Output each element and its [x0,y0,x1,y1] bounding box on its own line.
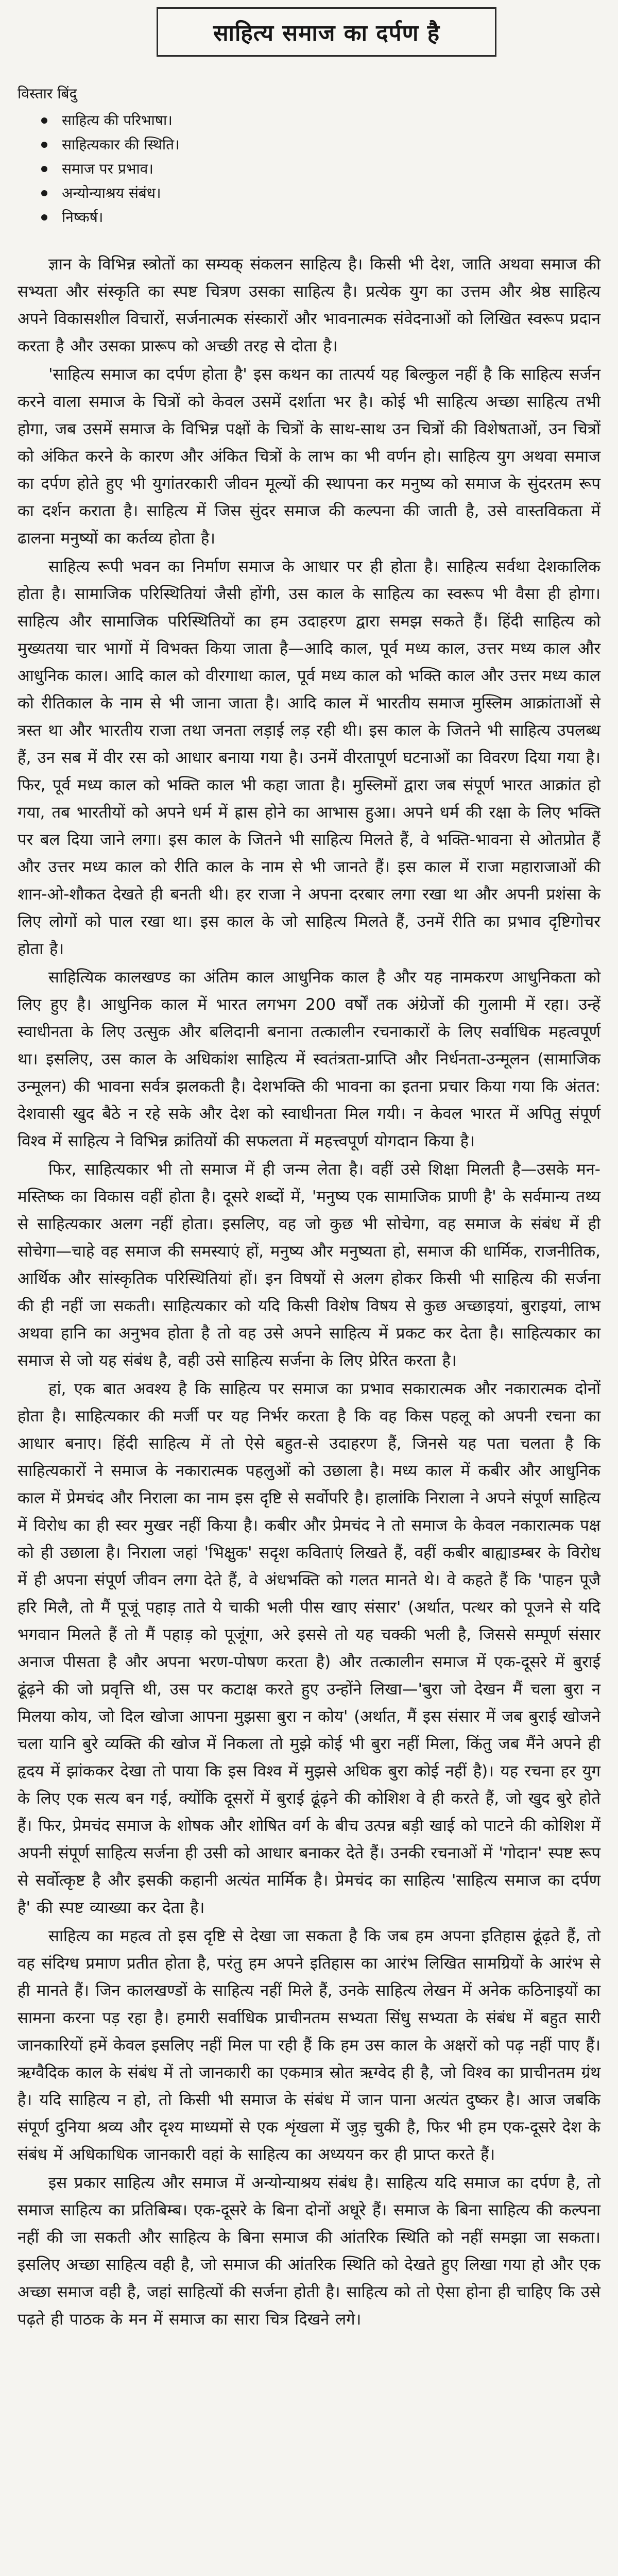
essay-body [18,251,600,2333]
paragraph-3: साहित्य रूपी भवन का निर्माण समाज के आधार पर ही होता है। साहित्य सर्वथा देशकालिक होता है। सामाजिक परिस्थितियां जैसी होंगी, उस काल के साहित्य का स्वरूप भी वैसा ही होगा। साहित्य और सामाजिक परिस्थितियों का हम उदाहरण द्वारा समझ सकते हैं। हिंदी साहित्य को मुख्यतया चार भागों में विभक्त किया जाता है—आदि काल, पूर्व मध्य काल, उत्तर मध्य काल और आधुनिक काल। आदि काल को वीरगाथा काल, पूर्व मध्य काल को भक्ति काल और उत्तर मध्य काल को रीतिकाल के नाम से भी जाना जाता है। आदि काल में भारतीय समाज मुस्लिम आक्रांताओं से त्रस्त था और भारतीय राजा तथा जनता लड़ाई लड़ रही थी। इस काल के जितने भी साहित्य उपलब्ध हैं, उन सब में वीर रस को आधार बनाया गया है। उनमें वीरतापूर्ण घटनाओं का विवरण दिया गया है। फिर, पूर्व मध्य काल को भक्ति काल भी कहा जाता है। मुस्लिमों द्वारा जब संपूर्ण भारत आक्रांत हो गया, तब भारतीयों को अपने धर्म में ह्रास होने का आभास हुआ। अपने धर्म की रक्षा के लिए भक्ति पर बल दिया जाने लगा। इस काल के जितने भी साहित्य मिलते हैं, वे भक्ति-भावना से ओतप्रोत हैं और उत्तर मध्य काल को रीति काल के नाम से भी जानते हैं। इस काल में राजा महाराजाओं की शान-ओ-शौकत देखते ही बनती थी। हर राजा ने अपना दरबार लगा रखा था और अपनी प्रशंसा के लिए लोगों को पाल रखा था। इस काल के जो साहित्य मिलते हैं, उनमें रीति का प्रभाव दृष्टिगोचर होता है। [18,557,600,958]
outline-item: साहित्यकार की स्थिति। [62,132,600,157]
outline-item: अन्योन्याश्रय संबंध। [62,181,600,205]
paragraph-5: फिर, साहित्यकार भी तो समाज में ही जन्म लेता है। वहीं उसे शिक्षा मिलती है—उसके मन-मस्तिष्क का विकास वहीं होता है। दूसरे शब्दों में, 'मनुष्य एक सामाजिक प्राणी है' के सर्वमान्य तथ्य से साहित्यकार अलग नहीं होता। इसलिए, वह जो कुछ भी सोचेगा, वह समाज के संबंध में ही सोचेगा—चाहे वह समाज की समस्याएं हों, मनुष्य और मनुष्यता हो, समाज की धार्मिक, राजनीतिक, आर्थिक और सांस्कृतिक परिस्थितियां हों। इन विषयों से अलग होकर किसी भी साहित्य की सर्जना की ही नहीं जा सकती। साहित्यकार को यदि किसी विशेष विषय से कुछ अच्छाइयां, बुराइयां, लाभ अथवा हानि का अनुभव होता है तो वह उसे अपने साहित्य में प्रकट कर देता है। साहित्यकार का समाज से जो यह संबंध है, वही उसे साहित्य सर्जना के लिए प्रेरित करता है। [18,1160,600,1370]
paragraph-6: हां, एक बात अवश्य है कि साहित्य पर समाज का प्रभाव सकारात्मक और नकारात्मक दोनों होता है। साहित्यकार की मर्जी पर यह निर्भर करता है कि वह किस पहलू को अपनी रचना का आधार बनाए। हिंदी साहित्य में तो ऐसे बहुत-से उदाहरण हैं, जिनसे यह पता चलता है कि साहित्यकारों ने समाज के नकारात्मक पहलुओं को उछाला है। मध्य काल में कबीर और आधुनिक काल में प्रेमचंद और निराला का नाम इस दृष्टि से सर्वोपरि है। हालांकि निराला ने अपने संपूर्ण साहित्य में विरोध का ही स्वर मुखर नहीं किया है। कबीर और प्रेमचंद ने तो समाज के केवल नकारात्मक पक्ष को ही उछाला है। निराला जहां 'भिक्षुक' सदृश कविताएं लिखते हैं, वहीं कबीर बाह्याडम्बर के विरोध में ही अपना संपूर्ण जीवन लगा देते हैं, वे अंधभक्ति को गलत मानते थे। वे कहते हैं कि 'पाहन पूजै हरि मिलै, तो मैं पूजूं पहाड़ ताते ये चाकी भली पीस खाए संसार' (अर्थात, पत्थर को पूजने से यदि भगवान मिलते हैं तो मैं पहाड़ को पूजूंगा, अरे इससे तो यह चक्की भली है, जिससे सम्पूर्ण संसार अनाज पीसता है और अपना भरण-पोषण करता है) और तत्कालीन समाज में एक-दूसरे में बुराई ढूंढ़ने की जो प्रवृत्ति थी, उस पर कटाक्ष करते हुए उन्होंने लिखा—'बुरा जो देखन मैं चला बुरा न मिलया कोय, जो दिल खोजा आपना मुझसा बुरा न कोय' (अर्थात, मैं इस संसार में जब बुराई खोजने चला यानि बुरे व्यक्ति की खोज में निकला तो मुझे कोई भी बुरा नहीं मिला, किंतु जब मैंने अपने ही हृदय में झांककर देखा तो पाया कि इस विश्व में मुझसे अधिक बुरा कोई नहीं है)। यह रचना हर युग के लिए एक सत्य बन गई, क्योंकि दूसरों में बुराई ढूंढ़ने की कोशिश वे ही करते हैं, जो खुद बुरे होते हैं। फिर, प्रेमचंद समाज के शोषक और शोषित वर्ग के बीच उत्पन्न बड़ी खाई को पाटने की कोशिश में अपनी संपूर्ण साहित्य सर्जना ही उसी को आधार बनाकर देते हैं। उनकी रचनाओं में 'गोदान' स्पष्ट रूप से सर्वोत्कृष्ट है और इसकी कहानी अत्यंत मार्मिक है। प्रेमचंद का साहित्य 'साहित्य समाज का दर्पण है' की स्पष्ट व्याख्या कर देता है। [18,1380,600,1917]
outline-item: निष्कर्ष। [62,205,600,229]
paragraph-4: साहित्यिक कालखण्ड का अंतिम काल आधुनिक काल है और यह नामकरण आधुनिकता को लिए हुए है। आधुनिक काल में भारत लगभग 200 वर्षों तक अंग्रेजों की गुलामी में रहा। उन्हें स्वाधीनता के लिए उत्सुक और बलिदानी बनाना तत्कालीन रचनाकारों के लिए सर्वाधिक महत्वपूर्ण था। इसलिए, उस काल के अधिकांश साहित्य में स्वतंत्रता-प्राप्ति और निर्धनता-उन्मूलन (सामाजिक उन्मूलन) की भावना सर्वत्र झलकती है। देशभक्ति की भावना का इतना प्रचार किया गया कि अंतत: देशवासी खुद बैठे न रहे सके और देश को स्वाधीनता मिल गयी। न केवल भारत में अपितु संपूर्ण विश्व में साहित्य ने विभिन्न क्रांतियों की सफलता में महत्त्वपूर्ण योगदान किया है। [18,968,600,1150]
outline-heading: विस्तार बिंदु [18,85,77,102]
essay-title: साहित्य समाज का दर्पण है [157,7,496,57]
outline-item: साहित्य की परिभाषा। [62,108,600,132]
outline-section [18,81,600,229]
paragraph-7: साहित्य का महत्व तो इस दृष्टि से देखा जा सकता है कि जब हम अपना इतिहास ढूंढ़ते हैं, तो वह संदिग्ध प्रमाण प्रतीत होता है, परंतु हम अपने इतिहास का आरंभ लिखित सामग्रियों के आरंभ से ही मानते हैं। जिन कालखण्डों के साहित्य नहीं मिले हैं, उनके साहित्य लेखन में अनेक कठिनाइयों का सामना करना पड़ रहा है। हमारी सर्वाधिक प्राचीनतम सभ्यता सिंधु सभ्यता के संबंध में बहुत सारी जानकारियों हमें केवल इसलिए नहीं मिल पा रही हैं कि हम उस काल के अक्षरों को पढ़ नहीं पाए हैं। ऋग्वैदिक काल के संबंध में तो जानकारी का एकमात्र स्रोत ऋग्वेद ही है, जो विश्व का प्राचीनतम ग्रंथ है। यदि साहित्य न हो, तो किसी भी समाज के संबंध में जान पाना अत्यंत दुष्कर है। आज जबकि संपूर्ण दुनिया श्रव्य और दृश्य माध्यमों से एक शृंखला में जुड़ चुकी है, फिर भी हम एक-दूसरे देश के संबंध में अधिकाधिक जानकारी वहां के साहित्य का अध्ययन कर ही प्राप्त करते हैं। [18,1927,600,2164]
paragraph-8: इस प्रकार साहित्य और समाज में अन्योन्याश्रय संबंध है। साहित्य यदि समाज का दर्पण है, तो समाज साहित्य का प्रतिबिम्ब। एक-दूसरे के बिना दोनों अधूरे हैं। समाज के बिना साहित्य की कल्पना नहीं की जा सकती और साहित्य के बिना समाज की आंतरिक स्थिति को नहीं समझा जा सकता। इसलिए अच्छा साहित्य वही है, जो समाज की आंतरिक स्थिति को देखते हुए लिखा गया हो और एक अच्छा समाज वही है, जहां साहित्यों की सर्जना होती है। साहित्य को तो ऐसा होना ही चाहिए कि उसे पढ़ते ही पाठक के मन में समाज का सारा चित्र दिखने लगे। [18,2174,600,2329]
outline-item: समाज पर प्रभाव। [62,157,600,181]
title-area [18,0,600,77]
outline-list [18,108,600,229]
paragraph-1: ज्ञान के विभिन्न स्त्रोतों का सम्यक् संकलन साहित्य है। किसी भी देश, जाति अथवा समाज की सभ्यता और संस्कृति का स्पष्ट चित्रण उसका साहित्य है। प्रत्येक युग का उत्तम और श्रेष्ठ साहित्य अपने विकासशील विचारों, सर्जनात्मक संस्कारों और भावनात्मक संवेदनाओं को लिखित स्वरूप प्रदान करता है और उसका प्रारूप को अच्छी तरह से दोता है। [18,255,600,355]
paragraph-2: 'साहित्य समाज का दर्पण होता है' इस कथन का तात्पर्य यह बिल्कुल नहीं है कि साहित्य सर्जन करने वाला समाज के चित्रों को केवल उसमें दर्शाता भर है। कोई भी साहित्य अच्छा साहित्य तभी होगा, जब उसमें समाज के विभिन्न पक्षों के चित्रों के साथ-साथ उन चित्रों की विशेषताओं, उन चित्रों को अंकित करने के कारण और अंकित चित्रों के लाभ का भी वर्णन हो। साहित्य युग अथवा समाज का दर्पण होते हुए भी युगांतरकारी जीवन मूल्यों की स्थापना कर मनुष्य को समाज के सुंदरतम रूप का दर्शन कराता है। साहित्य में जिस सुंदर समाज की कल्पना की जाती है, उसे वास्तविकता में ढालना मनुष्यों का कर्तव्य होता है। [18,365,600,548]
